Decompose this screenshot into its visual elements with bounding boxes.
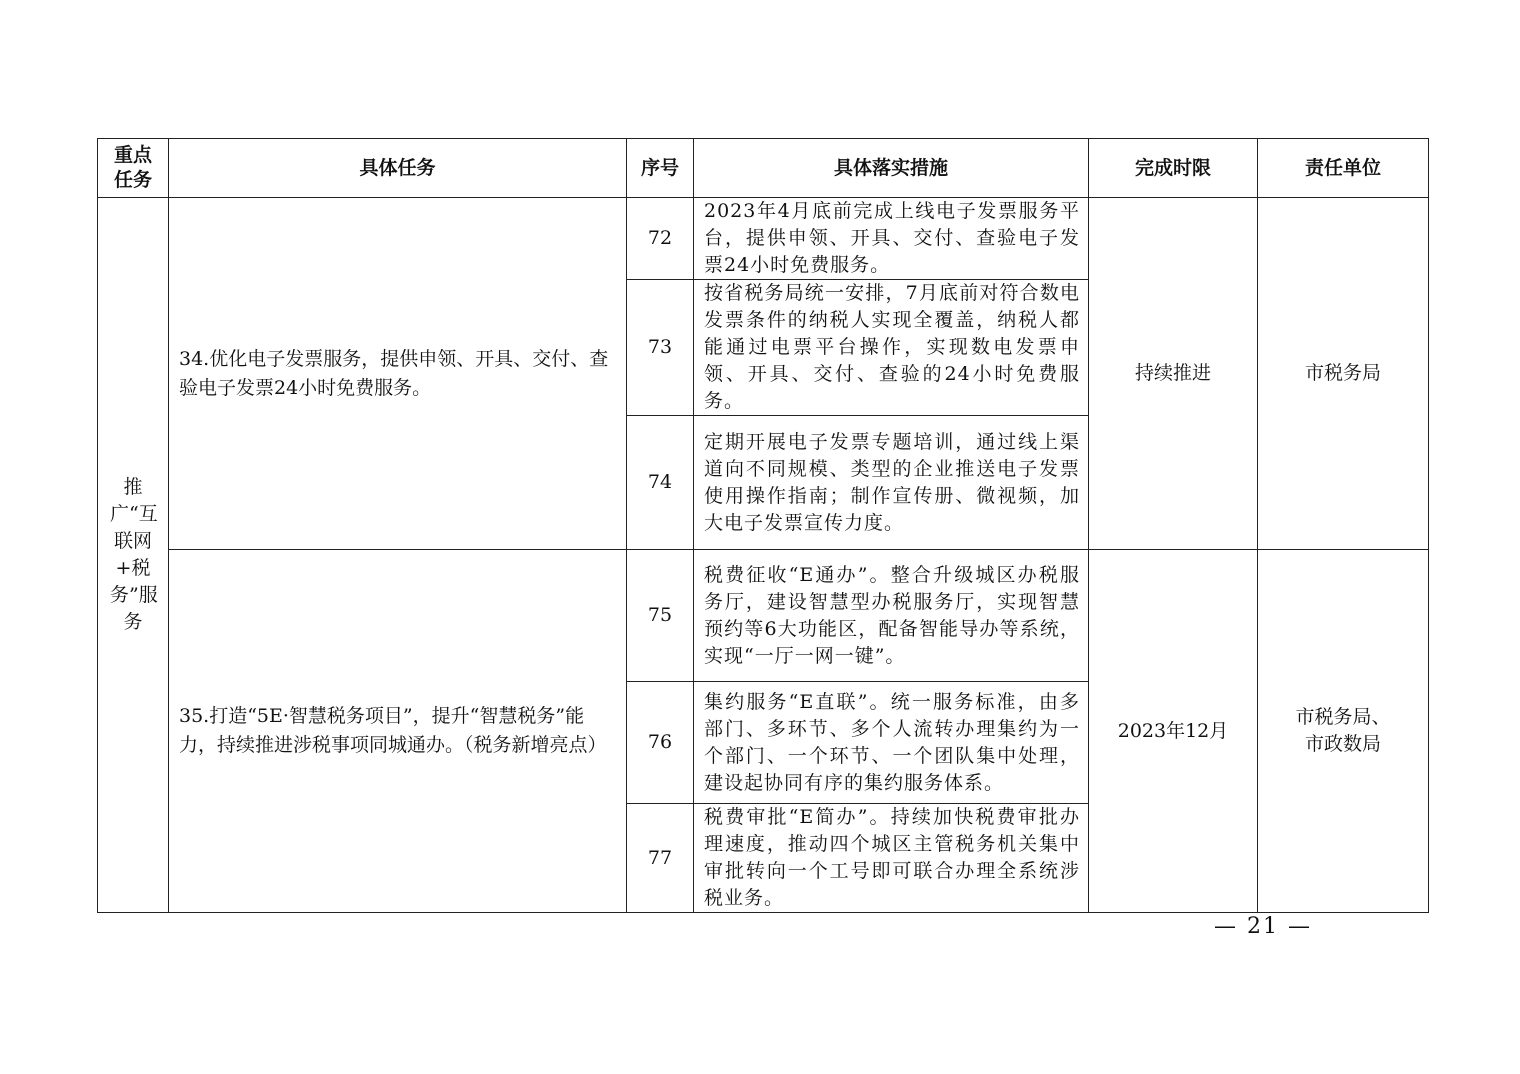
header-key-task: 重点任务 (98, 139, 169, 198)
task-cell: 35.打造“5E·智慧税务项目”，提升“智慧税务”能力，持续推进涉税事项同城通办。（税务新增亮点） (169, 550, 627, 913)
seq-cell: 75 (627, 550, 694, 682)
measure-cell: 税费征收“E通办”。整合升级城区办税服务厅，建设智慧型办税服务厅，实现智慧预约等6大功能区，配备智能导办等系统，实现“一厅一网一键”。 (694, 550, 1089, 682)
measure-cell: 集约服务“E直联”。统一服务标准，由多部门、多环节、多个人流转办理集约为一个部门、一个环节、一个团队集中处理，建设起协同有序的集约服务体系。 (694, 682, 1089, 804)
header-deadline: 完成时限 (1089, 139, 1258, 198)
unit-cell (1258, 550, 1429, 913)
deadline-cell: 持续推进 (1089, 198, 1258, 550)
unit-line: 市税务局、 (1295, 706, 1391, 728)
deadline-cell: 2023年12月 (1089, 550, 1258, 913)
header-seq: 序号 (627, 139, 694, 198)
table-row (98, 550, 1429, 682)
measure-cell: 2023年4月底前完成上线电子发票服务平台，提供申领、开具、交付、查验电子发票24小时免费服务。 (694, 198, 1089, 280)
seq-cell: 74 (627, 416, 694, 550)
header-unit: 责任单位 (1258, 139, 1429, 198)
seq-cell: 77 (627, 804, 694, 913)
task-table (97, 138, 1429, 913)
unit-line: 市税务局 (1304, 362, 1381, 384)
table-row (98, 198, 1429, 280)
seq-cell: 73 (627, 280, 694, 416)
measure-cell: 税费审批“E简办”。持续加快税费审批办理速度，推动四个城区主管税务机关集中审批转向一个工号即可联合办理全系统涉税业务。 (694, 804, 1089, 913)
task-cell: 34.优化电子发票服务，提供申领、开具、交付、查验电子发票24小时免费服务。 (169, 198, 627, 550)
seq-cell: 72 (627, 198, 694, 280)
header-measure: 具体落实措施 (694, 139, 1089, 198)
key-task-cell: 推广“互联网+税务”服务 (98, 198, 169, 913)
header-task: 具体任务 (169, 139, 627, 198)
unit-cell (1258, 198, 1429, 550)
measure-cell: 按省税务局统一安排，7月底前对符合数电发票条件的纳税人实现全覆盖，纳税人都能通过电票平台操作，实现数电发票申领、开具、交付、查验的24小时免费服务。 (694, 280, 1089, 416)
unit-line: 市政数局 (1304, 733, 1381, 755)
measure-cell: 定期开展电子发票专题培训，通过线上渠道向不同规模、类型的企业推送电子发票使用操作指南；制作宣传册、微视频，加大电子发票宣传力度。 (694, 416, 1089, 550)
seq-cell: 76 (627, 682, 694, 804)
page-number: — 21 — (1214, 914, 1312, 939)
header-row (98, 139, 1429, 198)
